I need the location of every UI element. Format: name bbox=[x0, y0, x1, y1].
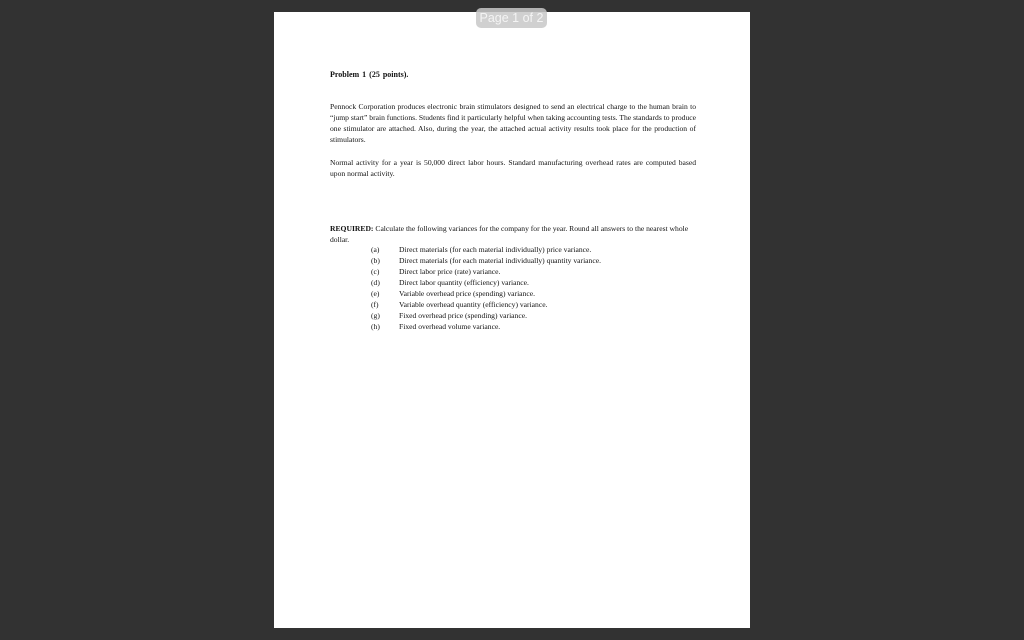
required-section bbox=[330, 223, 696, 245]
list-item bbox=[371, 288, 701, 299]
item-text: Variable overhead price (spending) variance. bbox=[399, 289, 535, 298]
normal-activity-paragraph: Normal activity for a year is 50,000 direct labor hours. Standard manufacturing overhead rates are computed based upon normal activity. bbox=[330, 158, 696, 178]
item-text: Direct materials (for each material individually) quantity variance. bbox=[399, 256, 601, 265]
item-key: (b) bbox=[371, 256, 380, 265]
problem-title: Problem 1 (25 points). bbox=[330, 70, 409, 79]
document-page bbox=[274, 12, 750, 628]
list-item bbox=[371, 244, 701, 255]
item-text: Direct labor quantity (efficiency) variance. bbox=[399, 278, 529, 287]
item-text: Direct materials (for each material individually) price variance. bbox=[399, 245, 592, 254]
list-item bbox=[371, 299, 701, 310]
item-key: (f) bbox=[371, 300, 379, 309]
item-key: (d) bbox=[371, 278, 380, 287]
item-key: (h) bbox=[371, 322, 380, 331]
list-item bbox=[371, 321, 701, 332]
item-key: (e) bbox=[371, 289, 380, 298]
list-item bbox=[371, 277, 701, 288]
required-label: REQUIRED: bbox=[330, 224, 374, 233]
variance-list bbox=[371, 244, 701, 332]
list-item bbox=[371, 266, 701, 277]
item-text: Fixed overhead price (spending) variance. bbox=[399, 311, 527, 320]
required-text: Calculate the following variances for the company for the year. Round all answers to the nearest whole dollar. bbox=[330, 224, 689, 244]
page-indicator: Page 1 of 2 bbox=[476, 8, 547, 28]
item-text: Fixed overhead volume variance. bbox=[399, 322, 501, 331]
item-key: (c) bbox=[371, 267, 380, 276]
item-text: Variable overhead quantity (efficiency) variance. bbox=[399, 300, 548, 309]
list-item bbox=[371, 255, 701, 266]
list-item bbox=[371, 310, 701, 321]
item-key: (g) bbox=[371, 311, 380, 320]
item-key: (a) bbox=[371, 245, 380, 254]
intro-paragraph: Pennock Corporation produces electronic brain stimulators designed to send an electrical charge to the human brain to “jump start” brain functions. Students find it particularly helpful when taking accounting tests. The standards to produce one stimulator are attached. Also, during the year, the attached actual activity results took place for the production of stimulators. bbox=[330, 102, 696, 144]
item-text: Direct labor price (rate) variance. bbox=[399, 267, 501, 276]
